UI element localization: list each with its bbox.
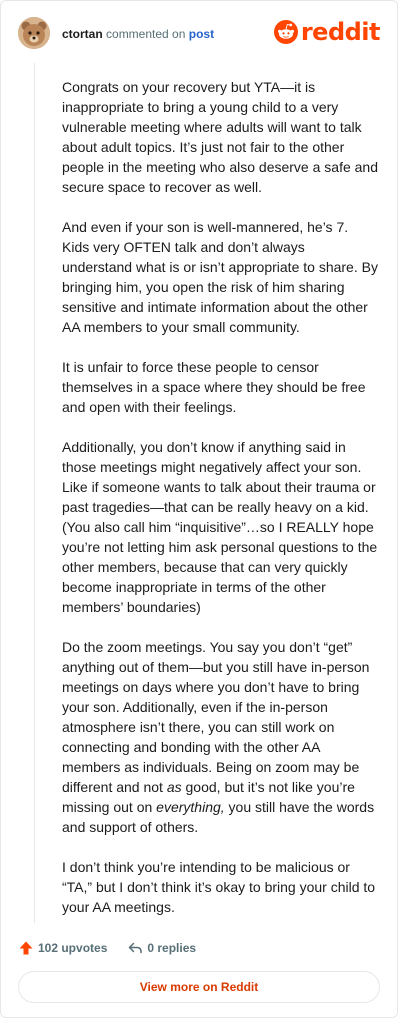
bear-avatar-icon[interactable] [18, 17, 50, 49]
thread-line [34, 63, 35, 923]
paragraph-text: you still have the words and support of others. [62, 799, 375, 835]
reddit-wordmark: reddit [300, 18, 380, 46]
comment-paragraph [62, 637, 378, 837]
view-more-button[interactable]: View more on Reddit [18, 971, 380, 1003]
reddit-snoo-icon [274, 20, 298, 44]
reply-label: 0 replies [147, 941, 197, 955]
comment-paragraph [62, 857, 378, 917]
emphasis-text: everything, [156, 799, 225, 815]
comment-paragraph [62, 77, 378, 197]
reply-arrow-icon [127, 940, 143, 956]
reddit-logo[interactable] [274, 17, 380, 47]
comment-header [1, 1, 397, 67]
comment-paragraph [62, 217, 378, 337]
upvote-label: 102 upvotes [38, 941, 108, 955]
upvote-count[interactable] [18, 940, 107, 956]
byline-action-text: commented on [106, 27, 186, 41]
paragraph-text: Additionally, you don’t know if anything said in those meetings might negatively affect your son. Like if someone wants to talk about their trauma or past tragedies—that can be really heavy on a kid. (You also call him “inquisitive”…so I REALLY hope you’re not letting him ask personal questions to the other members, because that can very quickly become inappropriate in terms of the other members’ boundaries) [62, 439, 378, 615]
paragraph-text: And even if your son is well-mannered, he’s 7. Kids very OFTEN talk and don’t always understand what is or isn’t appropriate to share. By bringing him, you open the risk of him sharing sensitive and intimate information about the other AA members to your small community. [62, 219, 378, 335]
reply-count[interactable] [127, 940, 196, 956]
comment-paragraph [62, 357, 378, 417]
upvote-arrow-icon [18, 940, 34, 956]
paragraph-text: good, but it’s not like you’re missing out on [62, 779, 355, 815]
paragraph-text: I don’t think you’re intending to be malicious or “TA,” but I don’t think it’s okay to bring your child to your AA meetings. [62, 859, 376, 915]
comment-body [62, 77, 378, 937]
emphasis-text: as [166, 779, 182, 795]
post-link[interactable]: post [188, 27, 215, 41]
username-link[interactable]: ctortan [62, 27, 103, 41]
paragraph-text: It is unfair to force these people to censor themselves in a space where they should be free and open with their feelings. [62, 359, 366, 415]
comment-footer [18, 938, 380, 958]
comment-byline [62, 27, 214, 41]
paragraph-text: Congrats on your recovery but YTA—it is inappropriate to bring a young child to a very vulnerable meeting where adults will want to talk about adult topics. It’s just not fair to the other people in the meeting who also deserve a safe and secure space to recover as well. [62, 79, 378, 195]
comment-paragraph [62, 437, 378, 617]
paragraph-text: Do the zoom meetings. You say you don’t “get” anything out of them—but you still have in-person meetings on days where you don’t have to bring your son. Additionally, even if the in-person atmosphere isn’t there, you can still work on connecting and bonding with the other AA members as individuals. Being on zoom may be different and not [62, 639, 370, 795]
